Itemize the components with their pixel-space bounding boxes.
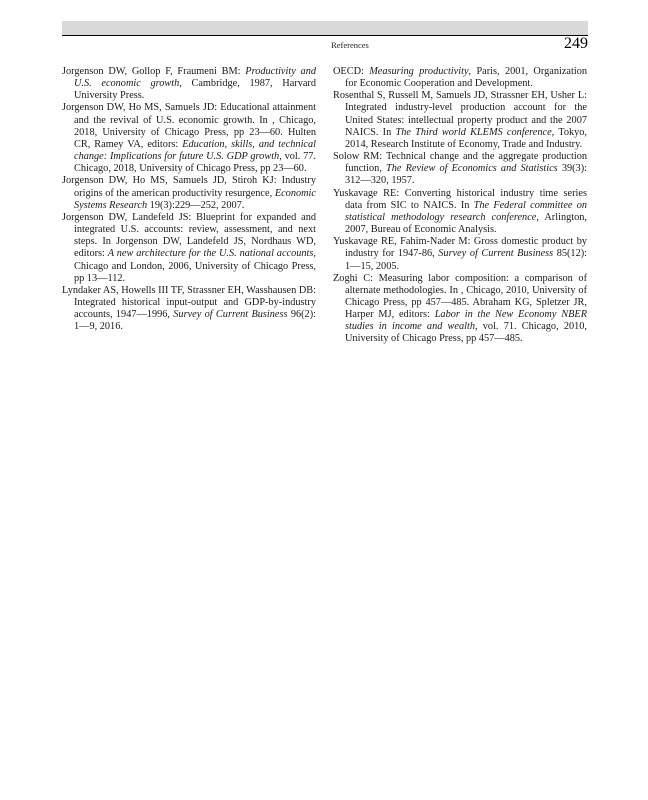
ref-text: , vol. 77. Chicago, 2018, University of Chicago Press, pp 23—60. bbox=[74, 151, 317, 175]
ref-title: The Federal committee on statistical methodology research conference bbox=[345, 199, 587, 223]
ref-text: 96(2): 1—9, 2016. bbox=[74, 309, 316, 333]
ref-title: A new architecture for the U.S. national accounts bbox=[107, 248, 314, 260]
reference-entry bbox=[62, 102, 316, 175]
ref-text: 85(12): 1—15, 2005. bbox=[345, 248, 588, 272]
ref-title: Survey of Current Business bbox=[173, 309, 288, 321]
references-left-column bbox=[62, 66, 316, 333]
ref-text: Lyndaker AS, Howells III TF, Strassner EH, Wasshausen DB: Integrated historical input-output and GDP-by-industry accounts, 1947—1996, bbox=[62, 284, 316, 321]
ref-title: The Third world KLEMS conference bbox=[395, 126, 552, 138]
ref-title: Education, skills, and technical change: Implications for future U.S. GDP growth bbox=[74, 138, 317, 163]
reference-entry bbox=[333, 273, 587, 346]
ref-text: , vol. 71. Chicago, 2010, University of Chicago Press, pp 457—485. bbox=[345, 321, 588, 345]
ref-text: OECD: bbox=[333, 66, 370, 77]
ref-text: Jorgenson DW, Ho MS, Samuels JD: Educational attainment and the revival of U.S. economic growth. In , Chicago, 2018, University of Chicago Press, pp 23—60. Hulten CR, Ramey VA, editors: bbox=[62, 102, 316, 150]
ref-text: 19(3):229—252, 2007. bbox=[147, 199, 245, 211]
ref-title: Economic Systems Research bbox=[74, 187, 316, 211]
ref-text: , Cambridge, 1987, Harvard University Press. bbox=[74, 78, 316, 102]
ref-text: Jorgenson DW, Gollop F, Fraumeni BM: bbox=[62, 66, 246, 77]
reference-entry bbox=[333, 236, 587, 272]
ref-text: Rosenthal S, Russell M, Samuels JD, Strassner EH, Usher L: Integrated industry-level production account for the United States: intellectual property product and the 2007 NAICS. In bbox=[333, 90, 587, 138]
header-band bbox=[62, 21, 588, 35]
reference-entry bbox=[333, 90, 587, 151]
ref-text: Solow RM: Technical change and the aggregate production function, bbox=[333, 151, 587, 175]
ref-text: Jorgenson DW, Landefeld JS: Blueprint for expanded and integrated U.S. accounts: review, assessment, and next steps. In Jorgenson DW, Landefeld JS, Nordhaus WD, editors: bbox=[62, 211, 316, 260]
reference-entry bbox=[62, 66, 316, 102]
running-head: References bbox=[331, 40, 369, 50]
ref-text: 39(3): 312—320, 1957. bbox=[345, 163, 587, 187]
page-number: 249 bbox=[564, 35, 588, 52]
ref-title: Productivity and U.S. economic growth bbox=[74, 66, 316, 90]
reference-entry bbox=[333, 188, 587, 237]
ref-text: , Chicago and London, 2006, University of Chicago Press, pp 13—112. bbox=[74, 248, 316, 284]
reference-entry bbox=[62, 212, 316, 285]
reference-entry bbox=[62, 285, 316, 334]
ref-text: Jorgenson DW, Ho MS, Samuels JD, Stiroh KJ: Industry origins of the american productivity resurgence, bbox=[62, 175, 316, 199]
header-rule bbox=[62, 35, 588, 36]
ref-text: , Arlington, 2007, Bureau of Economic Analysis. bbox=[345, 211, 587, 236]
ref-text: Yuskavage RE, Fahim-Nader M: Gross domestic product by industry for 1947-86, bbox=[333, 236, 587, 260]
ref-text: , Paris, 2001, Organization for Economic Cooperation and Development. bbox=[345, 66, 587, 90]
ref-title: Labor in the New Economy NBER studies in income and wealth bbox=[345, 309, 587, 333]
ref-text: , Tokyo, 2014, Research Institute of Economy, Trade and Industry. bbox=[345, 126, 588, 150]
references-right-column bbox=[333, 66, 587, 346]
reference-entry bbox=[62, 175, 316, 211]
ref-text: Zoghi C: Measuring labor composition: a comparison of alternate methodologies. In , Chicago, 2010, University of Chicago Press, pp 457—485. Abraham KG, Spletzer JR, Harper MJ, editors: bbox=[333, 272, 587, 321]
ref-text: Yuskavage RE: Converting historical industry time series data from SIC to NAICS. In bbox=[333, 187, 587, 211]
reference-entry bbox=[333, 66, 587, 90]
ref-title: Survey of Current Business bbox=[438, 248, 554, 260]
ref-title: Measuring productivity bbox=[369, 66, 469, 77]
ref-title: The Review of Economics and Statistics bbox=[386, 163, 558, 175]
reference-entry bbox=[333, 151, 587, 187]
